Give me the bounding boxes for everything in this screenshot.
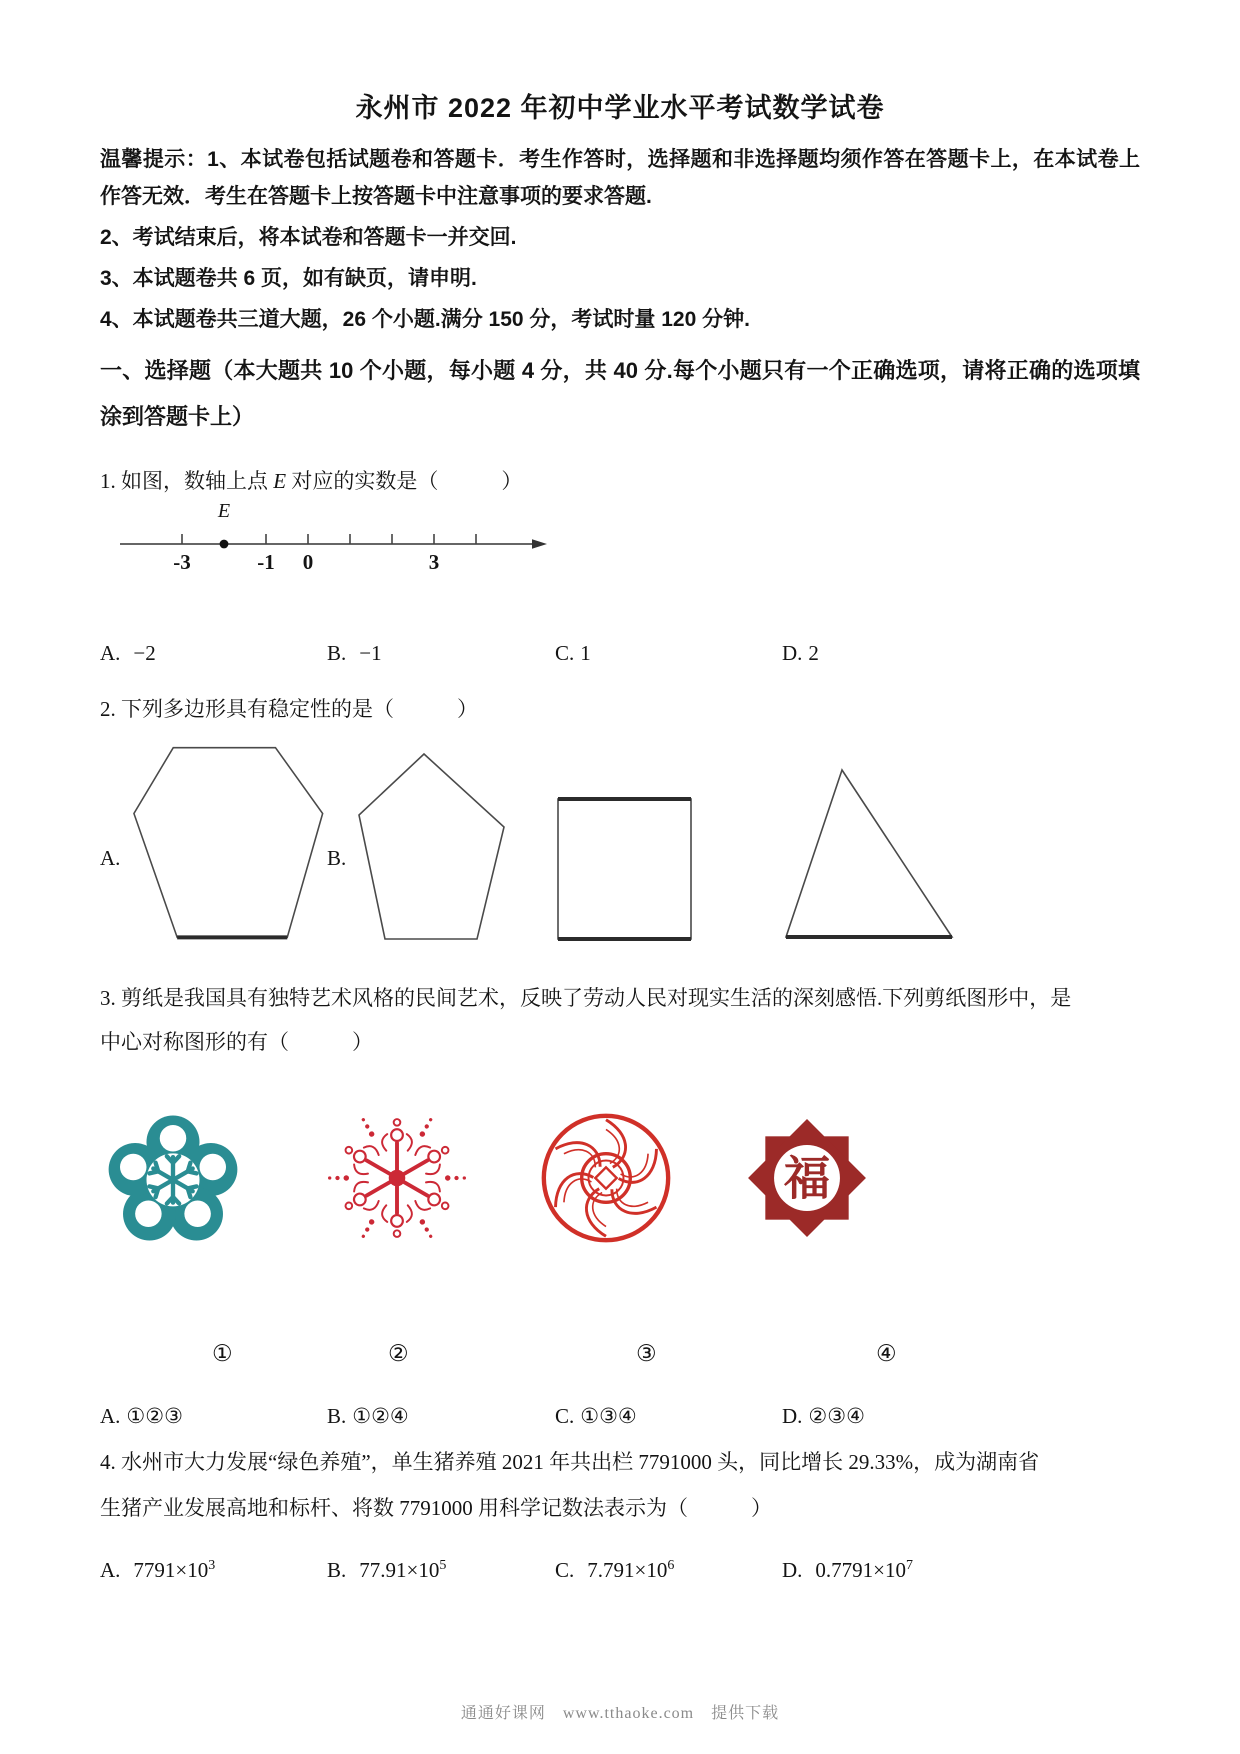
fu-character: 福	[783, 1154, 831, 1206]
snowflake-center-dot	[169, 1176, 177, 1184]
mantissa: 0.7791×10	[815, 1558, 907, 1582]
footer-watermark: 通通好课网 www.tthaoke.com 提供下载	[460, 1705, 780, 1722]
question-4-text-line2: 生猪产业发展高地和标杆、将数 7791000 用科学记数法表示为（ ）	[100, 1496, 772, 1520]
option-value: −1	[359, 641, 382, 665]
option-label: B.	[327, 1558, 347, 1582]
notice-line-3: 3、本试题卷共 6 页，如有缺页，请申明.	[100, 267, 477, 290]
option-value	[815, 1558, 913, 1582]
tick-labels	[173, 550, 439, 574]
pentagon-shape	[356, 751, 508, 943]
option-label: C.	[555, 641, 575, 665]
q2-shape-options	[100, 738, 1140, 943]
q1-options	[100, 638, 1140, 668]
option-label: A.	[100, 1404, 121, 1428]
q1-option-a	[100, 638, 327, 668]
q1-option-b	[327, 638, 555, 668]
axis-arrow	[532, 539, 547, 549]
q3-figure-numbers	[100, 1341, 1140, 1373]
option-value	[587, 1558, 674, 1582]
option-label: B.	[327, 641, 347, 665]
section-1-heading: 一、选择题（本大题共 10 个小题，每小题 4 分，共 40 分.每个小题只有一个正确选项，请将正确的选项填涂到答题卡上）	[100, 358, 1140, 429]
option-label: B.	[327, 1404, 347, 1428]
option-label: D.	[782, 1558, 803, 1582]
q3-option-a	[100, 1401, 327, 1431]
q1-option-d	[782, 638, 1140, 668]
option-label: D.	[782, 1404, 803, 1428]
option-label: A.	[100, 1558, 121, 1582]
number-line-figure	[114, 500, 1140, 582]
exponent: 6	[667, 1558, 675, 1573]
q1-var-e: E	[273, 469, 287, 493]
option-value: −2	[133, 641, 156, 665]
exponent: 5	[439, 1558, 447, 1573]
question-1-text	[100, 466, 1140, 496]
coin-diamond-hole	[595, 1167, 616, 1188]
option-value: ①②④	[352, 1404, 409, 1428]
option-label: C.	[555, 1404, 575, 1428]
tick-label-minus1: -1	[257, 550, 275, 574]
mandala-center	[389, 1170, 406, 1187]
q4-option-c	[555, 1551, 782, 1585]
question-2-text: 2. 下列多边形具有稳定性的是（ ）	[100, 697, 478, 721]
notice-line-2: 2、考试结束后，将本试卷和答题卡一并交回.	[100, 226, 517, 249]
option-label: D.	[782, 641, 803, 665]
point-e-dot	[220, 540, 229, 549]
q2-option-b	[327, 751, 555, 943]
number-line-diagram	[114, 500, 554, 582]
hexagon-shape	[130, 743, 327, 943]
papercut-1-plum-blossom-snowflake-icon	[102, 1102, 244, 1254]
figure-number-1: ①	[212, 1341, 233, 1366]
notice-line-4: 4、本试题卷共三道大题，26 个小题.满分 150 分，考试时量 120 分钟.	[100, 308, 750, 331]
tick-label-minus3: -3	[173, 550, 191, 574]
figure-number-3: ③	[636, 1341, 657, 1366]
q3-options	[100, 1401, 1140, 1431]
question-3-text-line1: 3. 剪纸是我国具有独特艺术风格的民间艺术，反映了劳动人民对现实生活的深刻感悟.下列剪纸图形中，是	[100, 986, 1072, 1010]
papercut-4-star-fu-icon	[744, 1105, 870, 1251]
option-label: C.	[555, 1558, 575, 1582]
exponent: 3	[208, 1558, 216, 1573]
point-e-label: E	[217, 500, 231, 522]
figure-number-2: ②	[388, 1341, 409, 1366]
mantissa: 7791×10	[133, 1558, 209, 1582]
option-value: 1	[580, 641, 591, 665]
papercut-3-coin-swirl-icon	[538, 1105, 674, 1251]
q4-option-b	[327, 1551, 555, 1585]
q2-option-d	[782, 767, 1140, 943]
q3-option-b	[327, 1401, 555, 1431]
papercut-2-snowflake-mandala-icon	[322, 1098, 472, 1258]
q4-option-a	[100, 1551, 327, 1585]
page-title: 永州市 2022 年初中学业水平考试数学试卷	[355, 93, 885, 123]
option-value: ①②③	[126, 1404, 183, 1428]
q1-option-c	[555, 638, 782, 668]
mantissa: 7.791×10	[587, 1558, 668, 1582]
tick-label-3: 3	[428, 550, 440, 574]
option-label: A.	[100, 641, 121, 665]
option-label: A.	[100, 846, 121, 870]
option-value	[359, 1558, 446, 1582]
option-value: ②③④	[808, 1404, 865, 1428]
question-4-text-line1: 4. 水州市大力发展“绿色养殖”，单生猪养殖 2021 年共出栏 7791000 头，同比增长 29.33%，成为湖南省	[100, 1450, 1040, 1474]
q2-option-c	[555, 795, 782, 943]
q1-text-pre: 1. 如图，数轴上点	[100, 469, 274, 493]
option-label: B.	[327, 846, 347, 870]
figure-number-4: ④	[876, 1341, 897, 1366]
square-shape	[555, 795, 695, 943]
triangle-shape	[782, 767, 958, 943]
q3-option-d	[782, 1401, 1140, 1431]
option-value	[133, 1558, 215, 1582]
mandala-dot-rays	[328, 1117, 466, 1239]
question-3-text-line2: 中心对称图形的有（ ）	[100, 1030, 373, 1054]
option-value: ①③④	[580, 1404, 637, 1428]
option-value: 2	[808, 641, 819, 665]
exponent: 7	[906, 1558, 914, 1573]
notice-paragraph: 温馨提示：1、本试卷包括试题卷和答题卡．考生作答时，选择题和非选择题均须作答在答题卡上，在本试卷上作答无效．考生在答题卡上按答题卡中注意事项的要求答题.	[100, 148, 1140, 208]
q4-option-d	[782, 1551, 1140, 1585]
q3-option-c	[555, 1401, 782, 1431]
swirl-rings	[544, 1116, 668, 1240]
q4-options	[100, 1551, 1140, 1585]
q2-option-a	[100, 743, 327, 943]
tick-label-0: 0	[302, 550, 314, 574]
q3-papercut-figures	[100, 1097, 1140, 1259]
q1-text-post: 对应的实数是（ ）	[286, 469, 523, 493]
mantissa: 77.91×10	[359, 1558, 440, 1582]
